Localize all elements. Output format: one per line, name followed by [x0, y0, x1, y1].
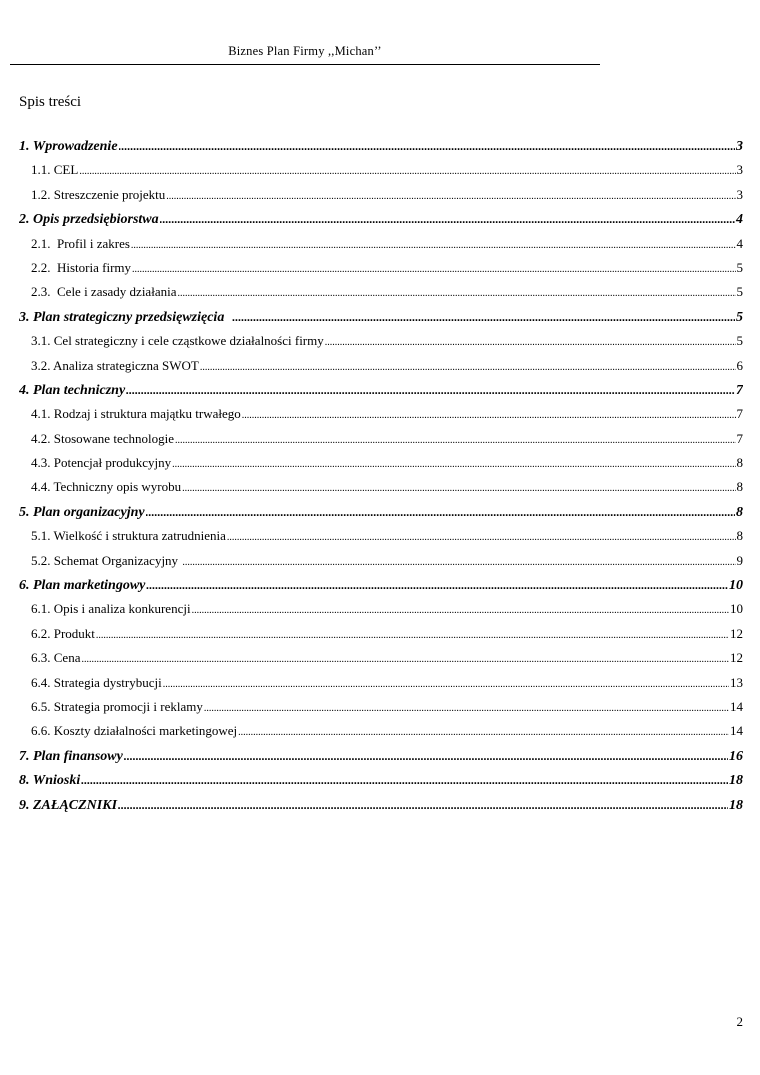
toc-dot-leader: [124, 744, 728, 768]
toc-entry-page: 8: [736, 479, 743, 495]
toc-entry-page: 6: [736, 357, 743, 373]
toc-entry-page: 12: [730, 650, 743, 666]
toc-entry-section[interactable]: [19, 402, 743, 426]
toc-entry-page: 14: [730, 723, 743, 739]
toc-dot-leader: [79, 158, 735, 182]
toc-entry-page: 10: [730, 601, 743, 617]
toc-dot-leader: [81, 646, 729, 670]
toc-entry-section[interactable]: [19, 329, 743, 353]
toc-entry-label: 4.4. Techniczny opis wyrobu: [31, 479, 182, 495]
toc-entry-section[interactable]: [19, 549, 743, 573]
toc-entry-page: 9: [736, 552, 743, 568]
toc-dot-leader: [160, 207, 735, 231]
toc-entry-chapter[interactable]: [19, 744, 743, 768]
toc-entry-label: 4.2. Stosowane technologie: [31, 430, 174, 446]
toc-entry-section[interactable]: [19, 183, 743, 207]
toc-entry-page: 3: [736, 139, 743, 154]
toc-dot-leader: [177, 280, 735, 304]
toc-entry-section[interactable]: [19, 719, 743, 743]
toc-dot-leader: [172, 451, 735, 475]
toc-dot-leader: [163, 671, 729, 695]
toc-entry-page: 8: [736, 455, 743, 471]
toc-entry-label: 3.1. Cel strategiczny i cele cząstkowe działalności firmy: [31, 333, 324, 349]
toc-entry-page: 4: [736, 212, 743, 228]
toc-entry-section[interactable]: [19, 524, 743, 548]
table-of-contents: [19, 134, 743, 817]
toc-entry-label: 5.1. Wielkość i struktura zatrudnienia: [31, 528, 226, 544]
toc-dot-leader: [204, 695, 729, 719]
toc-entry-label: 3.2. Analiza strategiczna SWOT: [31, 357, 199, 373]
toc-dot-leader: [232, 305, 735, 329]
toc-heading: Spis treści: [19, 94, 82, 110]
toc-entry-label: 6.6. Koszty działalności marketingowej: [31, 723, 238, 739]
toc-dot-leader: [175, 427, 736, 451]
toc-dot-leader: [182, 475, 735, 499]
toc-entry-page: 8: [736, 528, 743, 544]
toc-entry-label: 9. ZAŁĄCZNIKI: [19, 797, 118, 813]
toc-entry-page: 7: [736, 406, 743, 422]
toc-entry-label: 6. Plan marketingowy: [19, 578, 146, 594]
toc-dot-leader: [81, 768, 728, 792]
toc-entry-section[interactable]: [19, 671, 743, 695]
toc-dot-leader: [242, 402, 736, 426]
toc-entry-page: 14: [730, 698, 743, 714]
toc-entry-page: 5: [736, 284, 743, 300]
toc-entry-page: 8: [736, 504, 743, 520]
toc-entry-section[interactable]: [19, 354, 743, 378]
toc-entry-label: 2.1. Profil i zakres: [31, 235, 130, 251]
toc-entry-section[interactable]: [19, 695, 743, 719]
toc-entry-section[interactable]: [19, 451, 743, 475]
toc-dot-leader: [325, 329, 736, 353]
toc-entry-label: 4.3. Potencjał produkcyjny: [31, 455, 172, 471]
toc-entry-section[interactable]: [19, 622, 743, 646]
toc-dot-leader: [200, 354, 736, 378]
toc-entry-section[interactable]: [19, 597, 743, 621]
toc-entry-page: 3: [736, 186, 743, 202]
toc-entry-chapter[interactable]: [19, 305, 743, 329]
toc-entry-section[interactable]: [19, 646, 743, 670]
toc-entry-label: 5.2. Schemat Organizacyjny: [31, 552, 182, 568]
toc-entry-label: 1. Wprowadzenie: [19, 139, 118, 154]
toc-entry-chapter[interactable]: [19, 768, 743, 792]
toc-entry-label: 6.1. Opis i analiza konkurencji: [31, 601, 191, 617]
toc-entry-label: 7. Plan finansowy: [19, 748, 123, 764]
toc-entry-page: 5: [736, 259, 743, 275]
toc-entry-section[interactable]: [19, 427, 743, 451]
toc-entry-label: 8. Wnioski: [19, 773, 81, 789]
toc-entry-chapter[interactable]: [19, 573, 743, 597]
toc-dot-leader: [166, 183, 735, 207]
page-number: 2: [736, 1014, 743, 1029]
toc-entry-page: 12: [730, 625, 743, 641]
toc-entry-label: 6.2. Produkt: [31, 625, 95, 641]
toc-entry-chapter[interactable]: [19, 500, 743, 524]
toc-dot-leader: [132, 256, 735, 280]
toc-dot-leader: [182, 549, 735, 573]
toc-entry-section[interactable]: [19, 158, 743, 182]
toc-entry-label: 4. Plan techniczny: [19, 382, 126, 398]
toc-entry-section[interactable]: [19, 475, 743, 499]
toc-entry-section[interactable]: [19, 232, 743, 256]
toc-entry-page: 16: [729, 748, 743, 764]
toc-entry-label: 2. Opis przedsiębiorstwa: [19, 212, 159, 228]
toc-entry-label: 6.4. Strategia dystrybucji: [31, 674, 162, 690]
toc-entry-chapter[interactable]: [19, 207, 743, 231]
toc-entry-label: 2.3. Cele i zasady działania: [31, 284, 177, 300]
toc-entry-label: 6.5. Strategia promocji i reklamy: [31, 698, 203, 714]
toc-entry-page: 7: [736, 430, 743, 446]
toc-entry-page: 5: [736, 309, 743, 325]
toc-entry-chapter[interactable]: [19, 793, 743, 817]
toc-entry-section[interactable]: [19, 280, 743, 304]
toc-entry-page: 10: [729, 578, 743, 594]
toc-dot-leader: [146, 573, 728, 597]
toc-entry-section[interactable]: [19, 256, 743, 280]
toc-dot-leader: [119, 134, 735, 158]
toc-dot-leader: [118, 793, 728, 817]
toc-entry-page: 4: [736, 235, 743, 251]
toc-entry-page: 18: [729, 773, 743, 789]
toc-entry-page: 18: [729, 797, 743, 813]
toc-entry-chapter[interactable]: [19, 134, 743, 158]
toc-dot-leader: [227, 524, 736, 548]
toc-entry-label: 5. Plan organizacyjny: [19, 504, 145, 520]
toc-entry-page: 13: [730, 674, 743, 690]
toc-entry-label: 3. Plan strategiczny przedsięwzięcia: [19, 309, 232, 325]
toc-dot-leader: [192, 597, 729, 621]
toc-entry-chapter[interactable]: [19, 378, 743, 402]
toc-entry-label: 2.2. Historia firmy: [31, 259, 132, 275]
toc-entry-page: 7: [736, 382, 743, 398]
toc-dot-leader: [131, 232, 736, 256]
toc-dot-leader: [146, 500, 735, 524]
toc-entry-label: 1.2. Streszczenie projektu: [31, 186, 166, 202]
header-divider: [10, 64, 600, 65]
toc-dot-leader: [126, 378, 735, 402]
toc-dot-leader: [238, 719, 729, 743]
toc-entry-page: 3: [736, 162, 743, 178]
toc-dot-leader: [96, 622, 729, 646]
toc-entry-label: 6.3. Cena: [31, 650, 81, 666]
toc-entry-label: 1.1. CEL: [31, 162, 79, 178]
toc-entry-label: 4.1. Rodzaj i struktura majątku trwałego: [31, 406, 241, 422]
toc-entry-page: 5: [736, 333, 743, 349]
page-header-title: Biznes Plan Firmy ,,Michan’’: [228, 44, 382, 58]
